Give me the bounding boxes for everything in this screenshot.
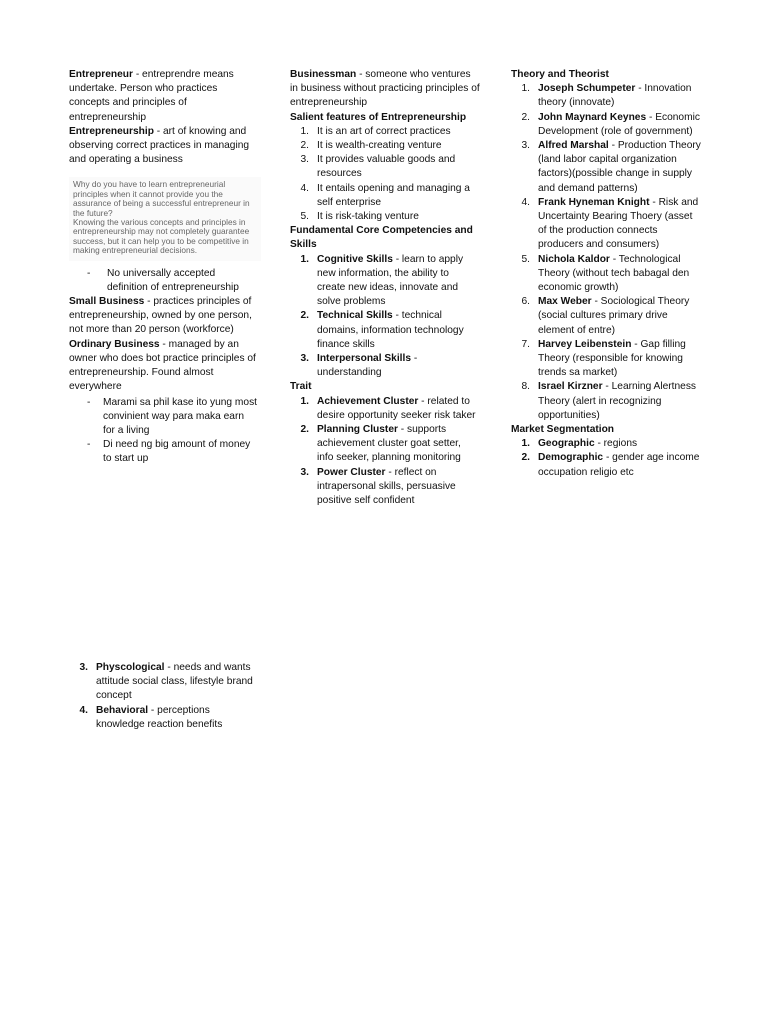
businessman-definition: Businessman - someone who ventures in business without practicing principles of entrepreneurship (290, 69, 480, 109)
list-item: 3. Power Cluster - reflect on intrapersonal skills, persuasive positive self confident (300, 466, 456, 507)
column-continuation (69, 661, 259, 732)
trait-list (290, 395, 480, 509)
list-item: 2. It is wealth-creating venture (300, 140, 442, 152)
column-1 (69, 68, 257, 467)
list-item: 1. Achievement Cluster - related to desire opportunity seeker risk taker (300, 395, 476, 421)
list-item: 2. Planning Cluster - supports achievement cluster goat setter, info seeker, planning monitoring (300, 424, 461, 464)
list-item: 1. Cognitive Skills - learn to apply new information, the ability to create new ideas, innovate and solve problems (300, 253, 464, 308)
note-image: Why do you have to learn entrepreneurial principles when it cannot provide you the assurance of being a successful entrepreneur in the future? Knowing the various concepts and principles in entrepreneurship may not completely guarantee success, but it can help you to be competitive in making entrepreneurial decisions. (69, 177, 261, 260)
column-3 (511, 68, 703, 480)
ordinary-business-definition: Ordinary Business - managed by an owner who does bot practice principles of entrepreneurship. Found almost everywhere (69, 338, 256, 393)
small-business-term: Small Business (69, 296, 145, 308)
list-item: 4. Behavioral - perceptions knowledge reaction benefits (79, 704, 223, 730)
core-competencies-heading: Fundamental Core Competencies and Skills (290, 225, 473, 251)
market-segmentation-list-continued (69, 661, 259, 732)
list-item: 2. Technical Skills - technical domains, information technology finance skills (300, 310, 464, 350)
trait-heading: Trait (290, 381, 312, 393)
list-item: - Di need ng big amount of money to start up (87, 439, 251, 465)
market-segmentation-list (511, 437, 703, 480)
list-item: 1. Joseph Schumpeter - Innovation theory (innovate) (521, 83, 692, 109)
list-item: - No universally accepted definition of entrepreneurship (87, 267, 239, 293)
entrepreneurship-term: Entrepreneurship (69, 125, 154, 137)
list-item: 2. John Maynard Keynes - Economic Development (role of government) (521, 111, 700, 137)
businessman-term: Businessman (290, 69, 357, 80)
list-item: 3. It provides valuable goods and resources (300, 154, 456, 180)
market-segmentation-heading: Market Segmentation (511, 424, 615, 436)
list-item: 2. Demographic - gender age income occupation religio etc (521, 452, 700, 478)
salient-list (290, 125, 480, 224)
no-definition-list (69, 267, 257, 295)
list-item: 1. It is an art of correct practices (300, 125, 451, 137)
small-business-definition: Small Business - practices principles of entrepreneurship, owned by one person, not more than 20 person (workforce) (69, 296, 252, 336)
core-competencies-list (290, 253, 480, 381)
list-item: 1. Geographic - regions (521, 438, 638, 450)
list-item: - Marami sa phil kase ito yung most convinient way para maka earn for a living (87, 396, 258, 436)
ordinary-business-term: Ordinary Business (69, 338, 160, 350)
entrepreneurship-definition: Entrepreneurship - art of knowing and observing correct practices in managing and operating a business (69, 125, 250, 166)
ordinary-business-list (69, 396, 257, 467)
list-item: 3. Interpersonal Skills - understanding (300, 353, 418, 379)
column-2 (290, 68, 480, 508)
salient-heading: Salient features of Entrepreneurship (290, 111, 467, 123)
list-item: 4. It entails opening and managing a self enterprise (300, 182, 470, 208)
list-item: 5. Nichola Kaldor - Technological Theory (without tech babagal den economic growth) (521, 253, 690, 294)
list-item: 4. Frank Hyneman Knight - Risk and Uncertainty Bearing Thoery (asset of the production connects producers and consumers) (521, 196, 699, 251)
list-item: 7. Harvey Leibenstein - Gap filling Theory (responsible for knowing trends sa market) (521, 338, 686, 379)
theory-heading: Theory and Theorist (511, 69, 609, 80)
list-item: 5. It is risk-taking venture (300, 211, 419, 223)
theorist-list (511, 82, 703, 423)
entrepreneur-term: Entrepreneur (69, 69, 133, 80)
list-item: 6. Max Weber - Sociological Theory (social cultures primary drive element of entre) (521, 296, 690, 336)
entrepreneur-definition: Entrepreneur - entreprendre means undertake. Person who practices concepts and principles of entrepreneurship (69, 69, 234, 123)
list-item: 3. Alfred Marshal - Production Theory (land labor capital organization factors)(possible change in supply and demand patterns) (521, 140, 701, 194)
list-item: 3. Physcological - needs and wants attitude social class, lifestyle brand concept (79, 662, 253, 702)
list-item: 8. Israel Kirzner - Learning Alertness Theory (alert in recognizing opportunities) (521, 381, 697, 421)
